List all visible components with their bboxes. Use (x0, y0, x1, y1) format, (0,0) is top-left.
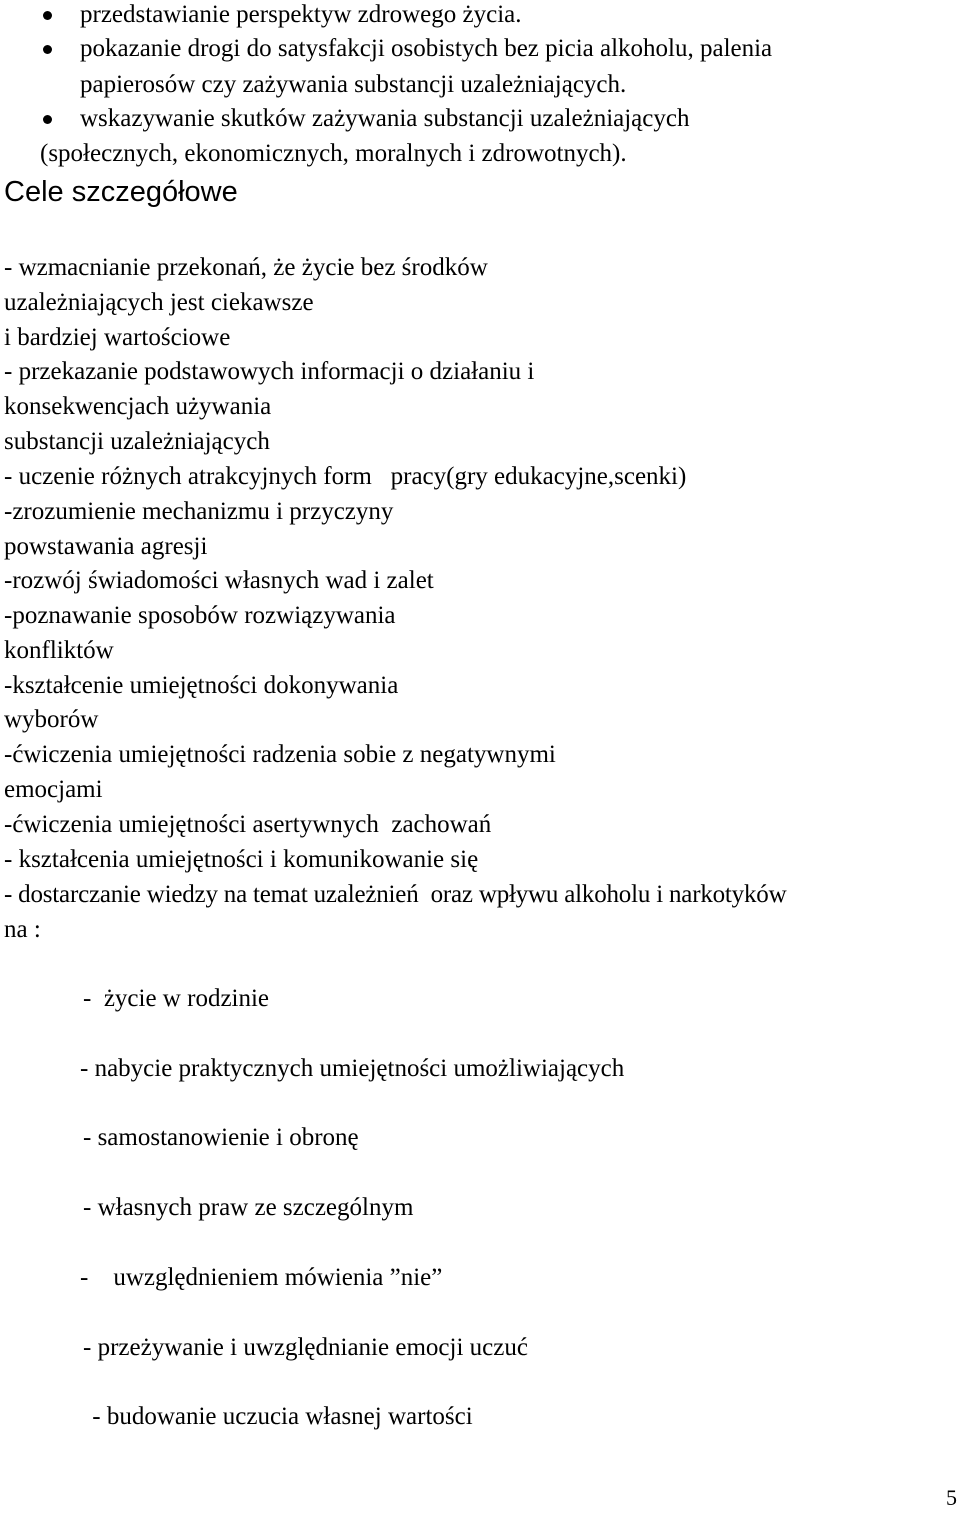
objective-line: - przekazanie podstawowych informacji o działaniu i (4, 358, 535, 385)
objective-line: -ćwiczenia umiejętności asertywnych zachowań (4, 811, 492, 838)
objective-line: -kształcenie umiejętności dokonywania (4, 672, 399, 699)
topic-line: - nabycie praktycznych umiejętności umożliwiających (80, 1055, 625, 1082)
bullet-dot-icon (43, 11, 52, 20)
objective-line: - dostarczanie wiedzy na temat uzależnień oraz wpływu alkoholu i narkotyków (4, 881, 787, 908)
objective-line: na : (4, 916, 41, 943)
page-number: 5 (946, 1485, 957, 1510)
objective-line: substancji uzależniających (4, 428, 270, 455)
objective-line: - wzmacnianie przekonań, że życie bez środków (4, 254, 488, 281)
objective-line: - kształcenia umiejętności i komunikowanie się (4, 846, 479, 873)
bullet-item-3: wskazywanie skutków zażywania substancji uzależniających (80, 105, 690, 132)
bullet-dot-icon (43, 115, 52, 124)
objective-line: uzależniających jest ciekawsze (4, 289, 314, 316)
objective-line: emocjami (4, 776, 103, 803)
section-heading: Cele szczegółowe (4, 176, 238, 208)
objective-line: -ćwiczenia umiejętności radzenia sobie z negatywnymi (4, 741, 556, 768)
objective-line: wyborów (4, 706, 99, 733)
objective-line: powstawania agresji (4, 533, 208, 560)
topic-line: - życie w rodzinie (83, 985, 270, 1012)
bullet-item-2-continued: papierosów czy zażywania substancji uzależniających. (80, 71, 627, 98)
objective-line: -rozwój świadomości własnych wad i zalet (4, 567, 434, 594)
bullet-item-3-continued: (społecznych, ekonomicznych, moralnych i zdrowotnych). (40, 140, 627, 167)
objective-line: -poznawanie sposobów rozwiązywania (4, 602, 396, 629)
bullet-item-2: pokazanie drogi do satysfakcji osobistych bez picia alkoholu, palenia (80, 35, 773, 62)
objective-line: konsekwencjach używania (4, 393, 272, 420)
objective-line: -zrozumienie mechanizmu i przyczyny (4, 498, 394, 525)
topic-line: - własnych praw ze szczególnym (83, 1194, 414, 1221)
bullet-dot-icon (43, 45, 52, 54)
bullet-item-1: przedstawianie perspektyw zdrowego życia. (80, 1, 522, 28)
topic-line: - budowanie uczucia własnej wartości (86, 1403, 473, 1430)
objective-line: i bardziej wartościowe (4, 324, 231, 351)
topic-line: - uwzględnieniem mówienia ”nie” (80, 1264, 443, 1291)
objective-line: - uczenie różnych atrakcyjnych form pracy(gry edukacyjne,scenki) (4, 463, 687, 490)
topic-line: - przeżywanie i uwzględnianie emocji uczuć (83, 1334, 528, 1361)
topic-line: - samostanowienie i obronę (83, 1124, 359, 1151)
objective-line: konfliktów (4, 637, 114, 664)
